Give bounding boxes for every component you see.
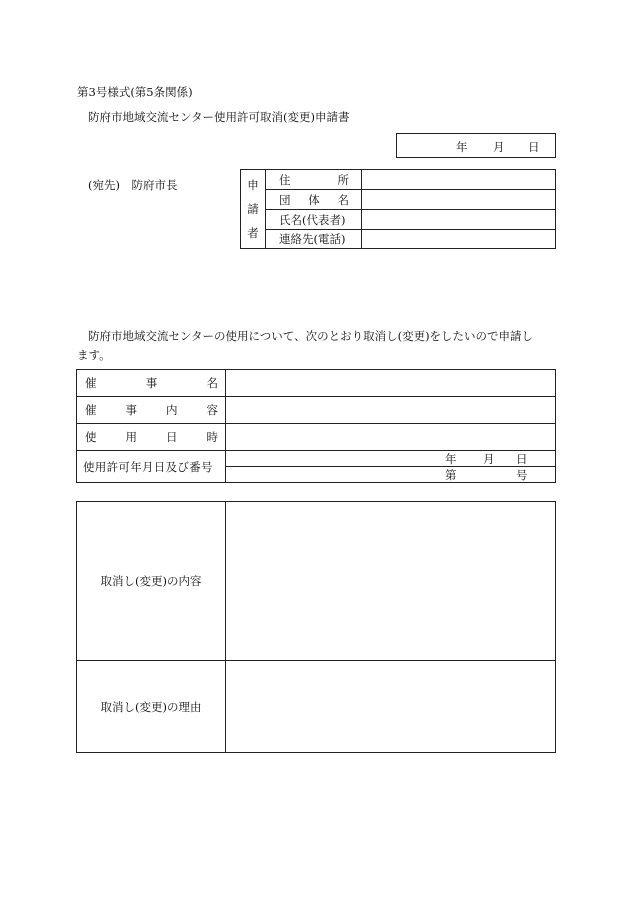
event-content-label: 催 事 内 容	[85, 403, 218, 417]
permit-date-number-label: 使用許可年月日及び番号	[83, 459, 213, 474]
group-name-label: 団 体 名	[279, 192, 349, 207]
permit-number-suffix: 号	[516, 468, 528, 482]
date-box[interactable]	[396, 133, 556, 158]
group-name-field[interactable]	[365, 190, 553, 209]
usage-datetime-label: 使 用 日 時	[85, 430, 218, 444]
date-day-label: 日	[528, 140, 540, 154]
permit-number-prefix: 第	[445, 468, 457, 482]
statement-line-2: ます。	[77, 348, 111, 362]
applicant-char: 申	[247, 178, 259, 192]
statement-line-1: 防府市地域交流センターの使用について、次のとおり取消し(変更)をしたいので申請し	[88, 329, 534, 343]
form-number: 第3号様式(第5条関係)	[77, 85, 193, 99]
date-month-label: 月	[493, 140, 505, 154]
representative-name-label: 氏名(代表者)	[279, 212, 346, 227]
change-reason-label: 取消し(変更)の理由	[100, 699, 202, 714]
event-name-label: 催 事 名	[85, 376, 218, 390]
applicant-char: 請	[247, 202, 259, 216]
change-content-label: 取消し(変更)の内容	[100, 574, 202, 588]
permit-number-field[interactable]	[226, 467, 555, 482]
event-name-field[interactable]	[229, 370, 553, 396]
address-field[interactable]	[365, 170, 553, 189]
usage-datetime-field[interactable]	[229, 424, 553, 450]
representative-name-field[interactable]	[365, 210, 553, 229]
document-title: 防府市地域交流センター使用許可取消(変更)申請書	[88, 110, 350, 124]
permit-date-field[interactable]	[226, 451, 555, 466]
addressee: (宛先) 防府市長	[88, 178, 178, 192]
permit-month-label: 月	[483, 452, 495, 466]
applicant-group-label	[241, 177, 265, 241]
change-table	[76, 501, 556, 753]
address-label: 住 所	[279, 172, 349, 187]
applicant-table	[240, 169, 556, 249]
change-reason-field[interactable]	[229, 661, 553, 752]
permit-day-label: 日	[516, 452, 528, 466]
event-table	[76, 369, 556, 483]
change-content-field[interactable]	[229, 502, 553, 660]
contact-phone-label: 連絡先(電話)	[279, 232, 346, 246]
permit-year-label: 年	[445, 452, 457, 466]
date-year-label: 年	[456, 140, 468, 154]
contact-phone-field[interactable]	[365, 230, 553, 248]
event-content-field[interactable]	[229, 397, 553, 423]
applicant-char: 者	[247, 226, 259, 240]
